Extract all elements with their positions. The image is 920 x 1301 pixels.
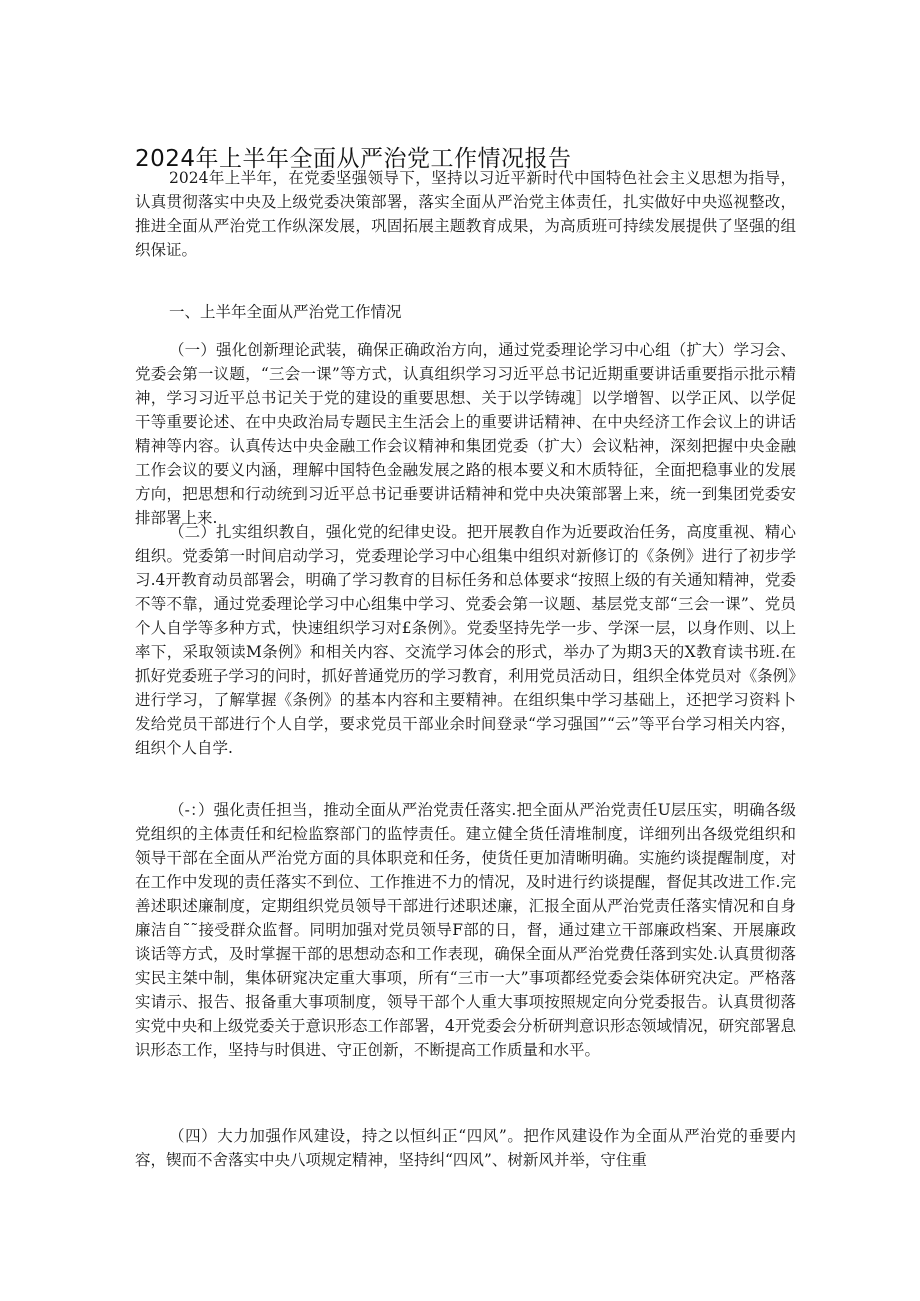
document-body xyxy=(135,166,796,1172)
paragraph-discipline-education: （二）扎实组织教自，强化党的纪律史设。把开展教自作为近要政治任务，高度重视、精心组织。党委第一时间启动学习，党委理论学习中心组集中组织对新修订的《条例》进行了初步学习.4开教育动员部署会，明确了学习教育的目标任务和总体要求“按照上级的有关通知精神，党委不等不靠，通过党委理论学习中心组集中学习、党委会第一议题、基层党支部“三会一课”、党员个人自学等多种方式，快速组织学习对£条例》。党委坚持先学一步、学深一层，以身作则、以上率下，采取领读M条例》和相关内容、交流学习体会的形式，举办了为期3天的X教育读书班.在抓好党委班子学习的问时，抓好普通党历的学习教育，利用党员活动日，组织全体党员对《条例》进行学习，了解掌握《条例》的基本内容和主要精神。在组织集中学习基础上，还把学习资料卜发给党员干部进行个人自学，要求党员干部业余时间登录“学习强国”“云”等平台学习相关内容，组织个人自学. xyxy=(135,523,796,757)
paragraph-work-style: （四）大力加强作风建设，持之以恒纠正“四风”。把作风建设作为全面从严治党的垂要内容，锲而不舍落实中央八项规定精神，坚持纠“四风”、树新风并举，守住重 xyxy=(135,1127,796,1169)
paragraph-theory-study: （一）强化创新理论武装，确保正确政治方向，通过党委理论学习中心组（扩大）学习会、党委会第一议题，“三会一课”等方式，认真组织学习习近平总书记近期重要讲话重要指示批示精神，学习习近平总书记关于党的建设的重要思想、关于以学铸魂］以学增智、以学正风、以学促干等重要论述、在中央政治局专题民主生活会上的重要讲话精神、在中央经济工作会议上的讲话精神等内容。认真传达中央金融工作会议精神和集团党委（扩大）会议粘神，深刻把握中央金融工作会议的要义内涵，理解中国特色金融发展之路的根本要义和木质特征，全面把稳事业的发展方向，把思想和行动统到习近平总书记垂要讲话精神和党中央决策部署上来，统一到集团党委安排部署上来. xyxy=(135,341,796,527)
intro-paragraph: 2024年上半年，在党委坚强领导下，坚持以习近平新时代中国特色社会主义思想为指导，认真贯彻落实中央及上级党委决策部署，落实全面从严治党主体责任，扎实做好中央巡视整改，推进全面从严治党工作纵深发展，巩固拓展主题教育成果，为高质班可持续发展提供了坚强的组织保证。 xyxy=(135,169,796,259)
paragraph-responsibility: （-：）强化责任担当，推动全面从严治党责任落实.把全面从严治党责任U层压实，明确各级党组织的主体责任和纪检监察部门的监悖责任。建立健全货任清堆制度，详细列出各级党组织和领导干部在全面从严治党方面的具体职竞和任务，使货任更加清晰明确。实施约谈提醒制度，对在工作中发现的责任落实不到位、工作推进不力的情况，及时进行约谈提醒，督促其改进工作.完善述职述廉制度，定期组织党员领导干部进行述职述廉，汇报全面从严治党责任落实情况和自身廉洁自˜˜接受群众监督。同明加强对党员领导F部的日，督，通过建立干部廉政档案、开展廉政谈话等方式，及时掌握干部的思想动态和工作表现，确保全面从严治党费任落到实处.认真贯彻落实民主桀中制，集体研窕决定重大事项，所有“三市一大”事项都经党委会柒体研究决定。严格落实请示、报告、报备重大事项制度，领导干部个人重大事项按照规定向分党委报告。认真贯彻落实党中央和上级党委关于意识形态工作部署，4开党委会分析研判意识形态领域情况，研究部署息识形态工作，坚持与时俱进、守正创新，不断提高工作质量和水平。 xyxy=(135,801,796,1059)
document-title: 2024年上半年全面从严治党工作情况报告 xyxy=(135,146,572,172)
section-heading: 一、上半年全面从严治党工作情况 xyxy=(169,303,402,321)
